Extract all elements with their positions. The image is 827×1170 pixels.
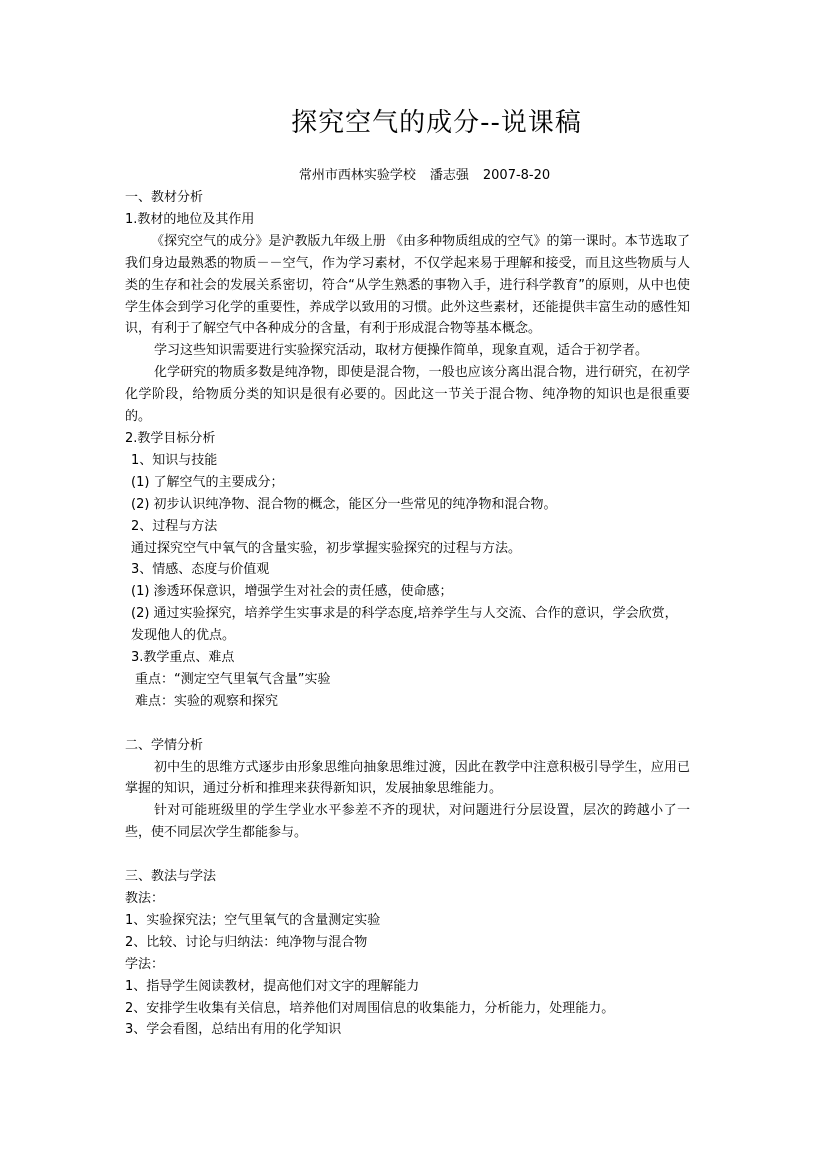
- blank-line: [125, 713, 690, 735]
- goal-attitude-item-2: (2) 通过实验探究，培养学生实事求是的科学态度,培养学生与人交流、合作的意识，学会欣赏，发现他人的优点。: [131, 606, 678, 644]
- goal-process-text: 通过探究空气中氧气的含量实验，初步掌握实验探究的过程与方法。: [131, 540, 522, 556]
- document-title: 探究空气的成分--说课稿: [291, 108, 582, 138]
- learning-method-label: 学法：: [125, 956, 165, 972]
- paragraph-role-2: 学习这些知识需要进行实验探究活动，取材方便操作简单，现象直观，适合于初学者。: [154, 343, 649, 359]
- difficulty-text: 难点：实验的观察和探究: [135, 693, 279, 709]
- document-body: [125, 187, 690, 1041]
- document-date: 2007-8-20: [482, 168, 551, 183]
- paragraph-students-1: 初中生的思维方式逐步由形象思维向抽象思维过渡，因此在教学中注意积极引导学生，应用已掌握的知识，通过分析和推理来获得新知识，发展抽象思维能力。: [125, 759, 690, 797]
- subheading-objectives: 2.教学目标分析: [125, 430, 216, 446]
- author-name: 潘志强: [429, 168, 469, 183]
- learning-method-item-2: 2、安排学生收集有关信息，培养他们对周围信息的收集能力，分析能力，处理能力。: [125, 1000, 615, 1016]
- teaching-method-label: 教法：: [125, 890, 165, 906]
- teaching-method-item-2: 2、比较、讨论与归纳法：纯净物与混合物: [125, 934, 368, 950]
- subheading-role: 1.教材的地位及其作用: [125, 211, 255, 227]
- keypoint-text: 重点：“测定空气里氧气含量”实验: [135, 671, 331, 687]
- goal-attitude-item-1: (1) 渗透环保意识，增强学生对社会的责任感，使命感；: [131, 584, 453, 600]
- goal-knowledge-heading: 1、知识与技能: [131, 452, 218, 468]
- goal-knowledge-item-2: (2) 初步认识纯净物、混合物的概念，能区分一些常见的纯净物和混合物。: [131, 496, 557, 512]
- subheading-keypoints: 3.教学重点、难点: [131, 650, 235, 666]
- school-name: 常州市西林实验学校: [298, 168, 416, 183]
- paragraph-role-3: 化学研究的物质多数是纯净物，即使是混合物，一般也应该分离出混合物，进行研究，在初学化学阶段，给物质分类的知识是很有必要的。因此这一节关于混合物、纯净物的知识也是很重要的。: [125, 365, 690, 425]
- section-heading-methods: 三、教法与学法: [125, 869, 217, 885]
- paragraph-role-1: 《探究空气的成分》是沪教版九年级上册 《由多种物质组成的空气》的第一课时。本节选取了我们身边最熟悉的物质－－空气，作为学习素材，不仅学起来易于理解和接受，而且这些物质与人类的生存和社会的发展关系密切，符合“从学生熟悉的事物入手，进行科学教育”的原则，从中也使学生体会到学习化学的重要性，养成学以致用的习惯。此外这些素材，还能提供丰富生动的感性知识，有利于了解空气中各种成分的含量，有利于形成混合物等基本概念。: [125, 233, 690, 337]
- goal-attitude-heading: 3、情感、态度与价值观: [131, 562, 270, 578]
- learning-method-item-1: 1、指导学生阅读教材，提高他们对文字的理解能力: [125, 978, 420, 994]
- paragraph-students-2: 针对可能班级里的学生学业水平参差不齐的现状，对问题进行分层设置，层次的跨越小了一些，使不同层次学生都能参与。: [125, 803, 690, 841]
- section-heading-materials: 一、教材分析: [125, 190, 204, 205]
- goal-knowledge-item-1: (1) 了解空气的主要成分；: [131, 474, 284, 490]
- section-heading-students: 二、学情分析: [125, 737, 204, 753]
- teaching-method-item-1: 1、实验探究法；空气里氧气的含量测定实验: [125, 912, 381, 928]
- goal-process-heading: 2、过程与方法: [131, 518, 218, 534]
- learning-method-item-3: 3、学会看图，总结出有用的化学知识: [125, 1022, 342, 1038]
- blank-line: [125, 844, 690, 866]
- byline: [0, 167, 827, 185]
